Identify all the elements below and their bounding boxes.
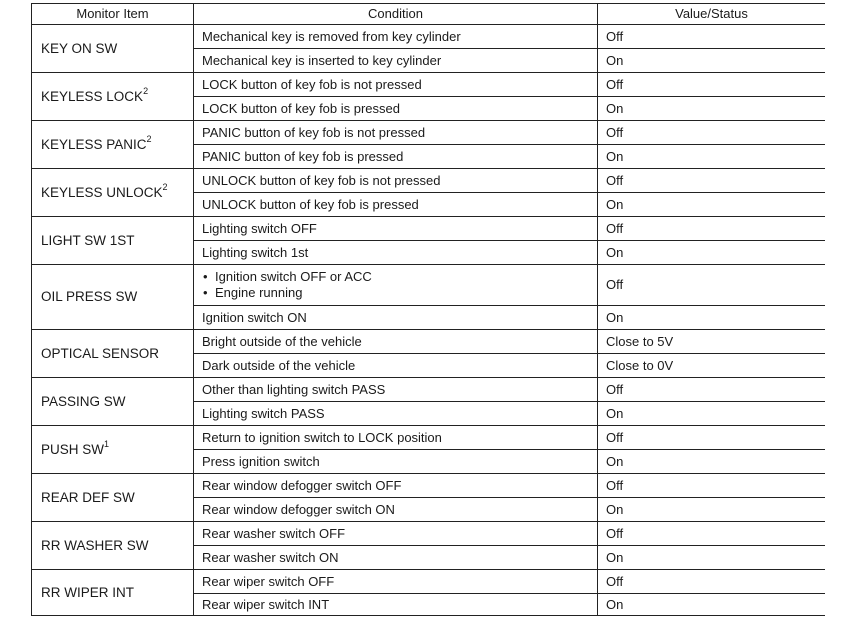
table-row (32, 265, 826, 306)
monitor-item: REAR DEF SW (32, 474, 194, 522)
value-cell: On (598, 402, 826, 426)
table-row (32, 330, 826, 354)
condition-cell: Rear washer switch OFF (194, 522, 598, 546)
header-value-status: Value/Status (598, 4, 826, 25)
monitor-item: PUSH $SW^1$ (32, 426, 194, 474)
condition-cell: UNLOCK button of key fob is pressed (194, 193, 598, 217)
value-cell: On (598, 241, 826, 265)
value-cell: Off (598, 378, 826, 402)
monitor-item: OIL PRESS SW (32, 265, 194, 330)
condition-cell: Dark outside of the vehicle (194, 354, 598, 378)
header-monitor-item: Monitor Item (32, 4, 194, 25)
condition-cell: Rear window defogger switch ON (194, 498, 598, 522)
table-row (32, 25, 826, 49)
condition-cell: Other than lighting switch PASS (194, 378, 598, 402)
condition-cell: Mechanical key is inserted to key cylinder (194, 49, 598, 73)
value-cell: Off (598, 570, 826, 594)
monitor-item: KEY ON SW (32, 25, 194, 73)
table-row (32, 474, 826, 498)
value-cell: On (598, 594, 826, 616)
value-cell: Close to 5V (598, 330, 826, 354)
table-row (32, 570, 826, 594)
condition-cell: LOCK button of key fob is not pressed (194, 73, 598, 97)
value-cell: On (598, 546, 826, 570)
table-row (32, 169, 826, 193)
value-cell: On (598, 49, 826, 73)
value-cell: Off (598, 73, 826, 97)
value-cell: Off (598, 265, 826, 306)
condition-cell: Lighting switch PASS (194, 402, 598, 426)
table-row (32, 522, 826, 546)
condition-bullet-list (202, 269, 589, 301)
condition-cell: LOCK button of key fob is pressed (194, 97, 598, 121)
table-row (32, 378, 826, 402)
value-cell: Off (598, 426, 826, 450)
table-row (32, 73, 826, 97)
value-cell: On (598, 450, 826, 474)
list-item: • Ignition switch OFF or ACC (202, 269, 589, 285)
value-cell: Off (598, 522, 826, 546)
condition-cell: Lighting switch 1st (194, 241, 598, 265)
value-cell: On (598, 306, 826, 330)
condition-cell: Ignition switch ON (194, 306, 598, 330)
footnote-marker: 2 (146, 134, 152, 144)
monitor-table-container (31, 3, 825, 627)
value-cell: On (598, 498, 826, 522)
footnote-marker: 2 (143, 86, 149, 96)
value-cell: On (598, 145, 826, 169)
value-cell: Off (598, 169, 826, 193)
table-row (32, 426, 826, 450)
monitor-item: KEYLESS UNLOCK$^2$ (32, 169, 194, 217)
monitor-item-table (31, 3, 825, 616)
value-cell: On (598, 193, 826, 217)
condition-cell: Lighting switch OFF (194, 217, 598, 241)
condition-cell: Rear wiper switch OFF (194, 570, 598, 594)
condition-cell (194, 265, 598, 306)
value-cell: Off (598, 25, 826, 49)
condition-cell: PANIC button of key fob is pressed (194, 145, 598, 169)
header-condition: Condition (194, 4, 598, 25)
condition-cell: PANIC button of key fob is not pressed (194, 121, 598, 145)
value-cell: Off (598, 474, 826, 498)
header-row (32, 4, 826, 25)
condition-cell: Press ignition switch (194, 450, 598, 474)
monitor-item: KEYLESS PANIC$^2$ (32, 121, 194, 169)
value-cell: Off (598, 217, 826, 241)
monitor-item: RR WASHER SW (32, 522, 194, 570)
monitor-item: KEYLESS LOCK$^2$ (32, 73, 194, 121)
value-cell: On (598, 97, 826, 121)
monitor-item: OPTICAL SENSOR (32, 330, 194, 378)
condition-cell: Mechanical key is removed from key cylinder (194, 25, 598, 49)
list-item: • Engine running (202, 285, 589, 301)
monitor-item: PASSING SW (32, 378, 194, 426)
table-row (32, 217, 826, 241)
value-cell: Close to 0V (598, 354, 826, 378)
condition-cell: Bright outside of the vehicle (194, 330, 598, 354)
condition-cell: Rear window defogger switch OFF (194, 474, 598, 498)
monitor-item: RR WIPER INT (32, 570, 194, 616)
condition-cell: UNLOCK button of key fob is not pressed (194, 169, 598, 193)
condition-cell: Return to ignition switch to LOCK position (194, 426, 598, 450)
condition-cell: Rear washer switch ON (194, 546, 598, 570)
monitor-item: LIGHT SW 1ST (32, 217, 194, 265)
footnote-marker: 1 (104, 439, 110, 449)
footnote-marker: 2 (162, 182, 168, 192)
table-row (32, 121, 826, 145)
condition-cell: Rear wiper switch INT (194, 594, 598, 616)
value-cell: Off (598, 121, 826, 145)
